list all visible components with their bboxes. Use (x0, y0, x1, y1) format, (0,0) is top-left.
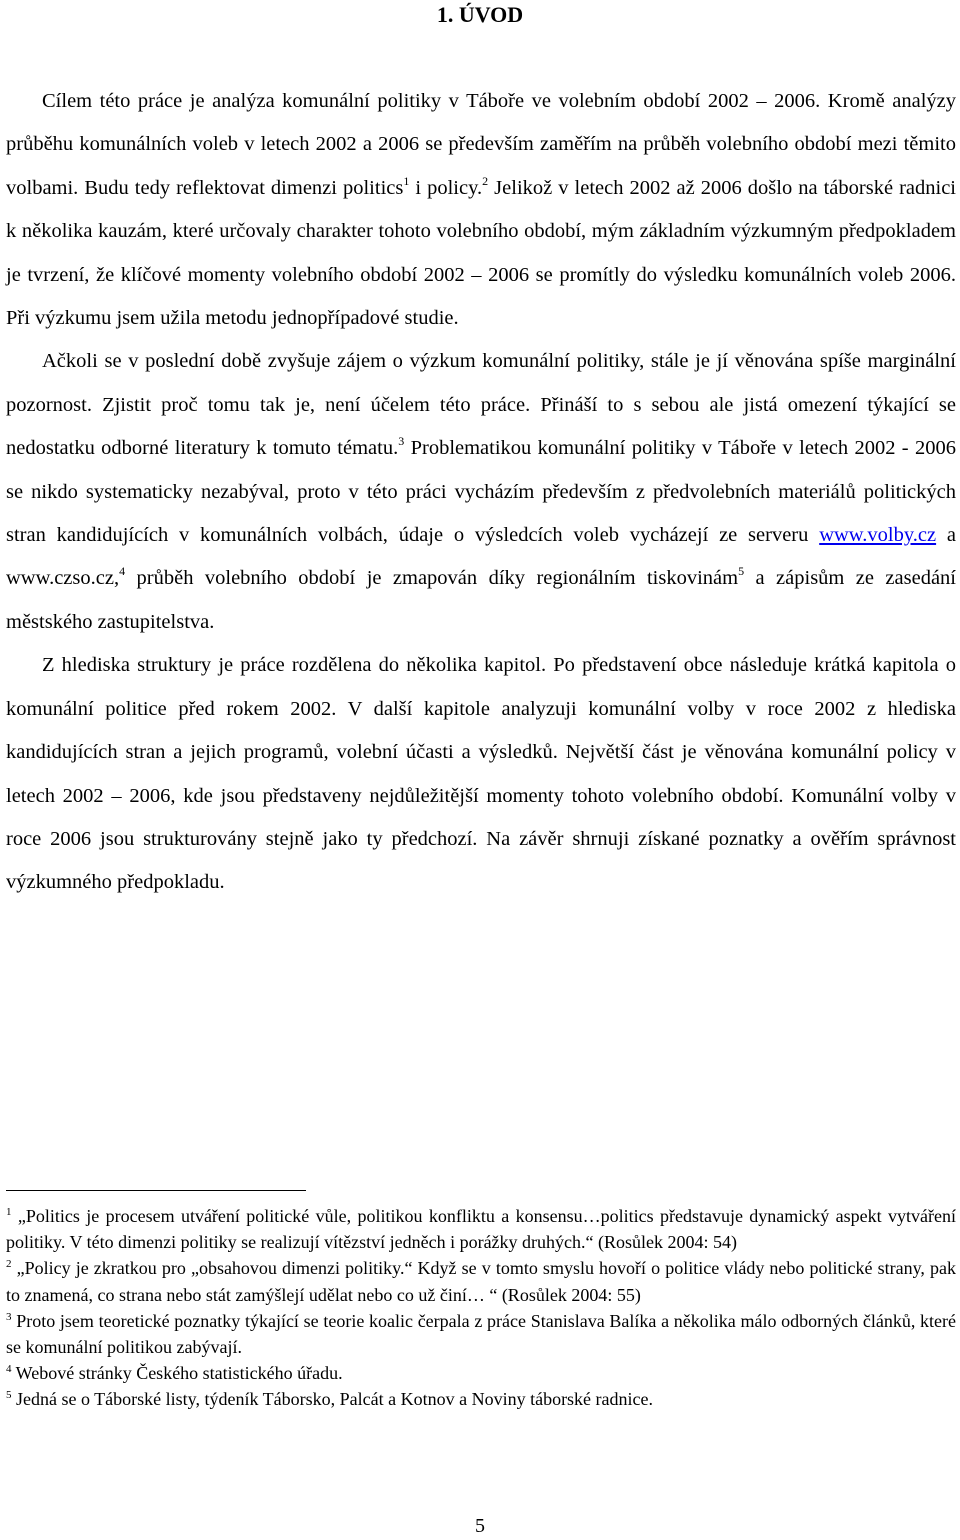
paragraph-intro-part-a: Cílem této práce je analýza komunální politiky v Táboře ve volebním období 2002 – 2006. Kromě analýzy průběhu komunálních voleb v letech 2002 a 2006 se především zaměřím na průběh volebního období mezi těmito volbami. Budu tedy reflektovat dimenzi politics (6, 90, 956, 199)
paragraph-sources-part-d: průběh volebního období je zmapován díky regionálním tiskovinám (125, 567, 739, 590)
paragraph-sources-part-c: a www.czso.cz, (6, 524, 956, 590)
footnote-number: 3 (6, 1310, 12, 1323)
footnotes (6, 1203, 956, 1413)
footnote-text: „Politics je procesem utváření politické vůle, politikou konfliktu a konsensu…politics představuje dynamický aspekt vytváření politiky. V této dimenzi politiky se realizují vítězství jedněch i porážky druhých.“ (Rosůlek 2004: 54) (6, 1206, 956, 1253)
footnote-text: „Policy je zkratkou pro „obsahovou dimenzi politiky.“ Když se v tomto smyslu hovoří o politice vlády nebo politické strany, pak to znamená, co strana nebo stát zamýšlejí udělat nebo co už činí… “ (Rosůlek 2004: 55) (6, 1258, 956, 1305)
footnote-text: Webové stránky Českého statistického úřadu. (11, 1363, 343, 1384)
footnote-number: 2 (6, 1258, 12, 1271)
paragraph-sources-part-b: Problematikou komunální politiky v Táboře v letech 2002 - 2006 se nikdo systematicky nezabýval, proto v této práci vycházím především z předvolebních materiálů politických stran kandidujících v komunálních volbách, údaje o výsledcích voleb vycházejí ze serveru (6, 437, 957, 547)
footnote-number: 1 (6, 1206, 12, 1218)
chapter-heading: 1. ÚVOD (436, 2, 524, 27)
footnote-text: Jedná se o Táborské listy, týdeník Táborsko, Palcát a Kotnov a Noviny táborské radnice. (11, 1389, 654, 1410)
volby-link[interactable]: www.volby.cz (819, 524, 937, 547)
paragraph-sources-part-e: a zápisům ze zasedání městského zastupitelstva. (6, 567, 956, 633)
main-text (6, 80, 956, 905)
footnote-number: 4 (6, 1363, 12, 1376)
footnote-text: Proto jsem teoretické poznatky týkající se teorie koalic čerpala z práce Stanislava Balíka a několika málo odborných článků, které se komunální politikou zabývají. (6, 1310, 956, 1358)
paragraph-intro-part-b: i policy. (409, 176, 483, 199)
paragraph-sources-part-a: Ačkoli se v poslední době zvyšuje zájem o výzkum komunální politiky, stále je jí věnována spíše marginální pozornost. Zjistit proč tomu tak je, není účelem této práce. Přináší to s sebou ale jistá omezení týkající se nedostatku odborné literatury k tomuto tématu. (6, 350, 956, 460)
paragraph-sources (6, 340, 956, 644)
footnote-number: 5 (6, 1389, 12, 1402)
footnote-5 (6, 1386, 956, 1412)
paragraph-intro-part-c: Jelikož v letech 2002 až 2006 došlo na táborské radnici k několika kauzám, které určovaly charakter tohoto volebního období, mým základním výzkumným předpokladem je tvrzení, že klíčové momenty volebního období 2002 – 2006 se promítly do výsledku komunálních voleb 2006. Při výzkumu jsem užila metodu jednopřípadové studie. (6, 176, 956, 330)
paragraph-intro (6, 80, 956, 340)
footnote-4 (6, 1360, 956, 1386)
footnote-ref-5[interactable]: 5 (738, 564, 745, 579)
footnote-ref-4[interactable]: 4 (119, 564, 126, 579)
paragraph-structure: Z hlediska struktury je práce rozdělena do několika kapitol. Po představení obce následuje krátká kapitola o komunální politice před rokem 2002. V další kapitole analyzuji komunální volby v roce 2002 z hlediska kandidujících stran a jejich programů, volební účasti a výsledků. Největší část je věnována komunální policy v letech 2002 – 2006, kde jsou představeny nejdůležitější momenty tohoto volebního období. Komunální volby v roce 2006 jsou strukturovány stejně jako ty předchozí. Na závěr shrnuji získané poznatky a ověřím správnost výzkumného předpokladu. (6, 654, 956, 894)
footnote-2 (6, 1255, 956, 1307)
footnote-ref-2[interactable]: 2 (482, 173, 489, 188)
footnote-separator (6, 1190, 306, 1191)
footnote-ref-1[interactable]: 1 (403, 173, 410, 188)
page-number: 5 (475, 1515, 485, 1537)
footnote-1 (6, 1203, 956, 1255)
footnote-3 (6, 1308, 956, 1360)
footnote-ref-3[interactable]: 3 (398, 434, 405, 449)
